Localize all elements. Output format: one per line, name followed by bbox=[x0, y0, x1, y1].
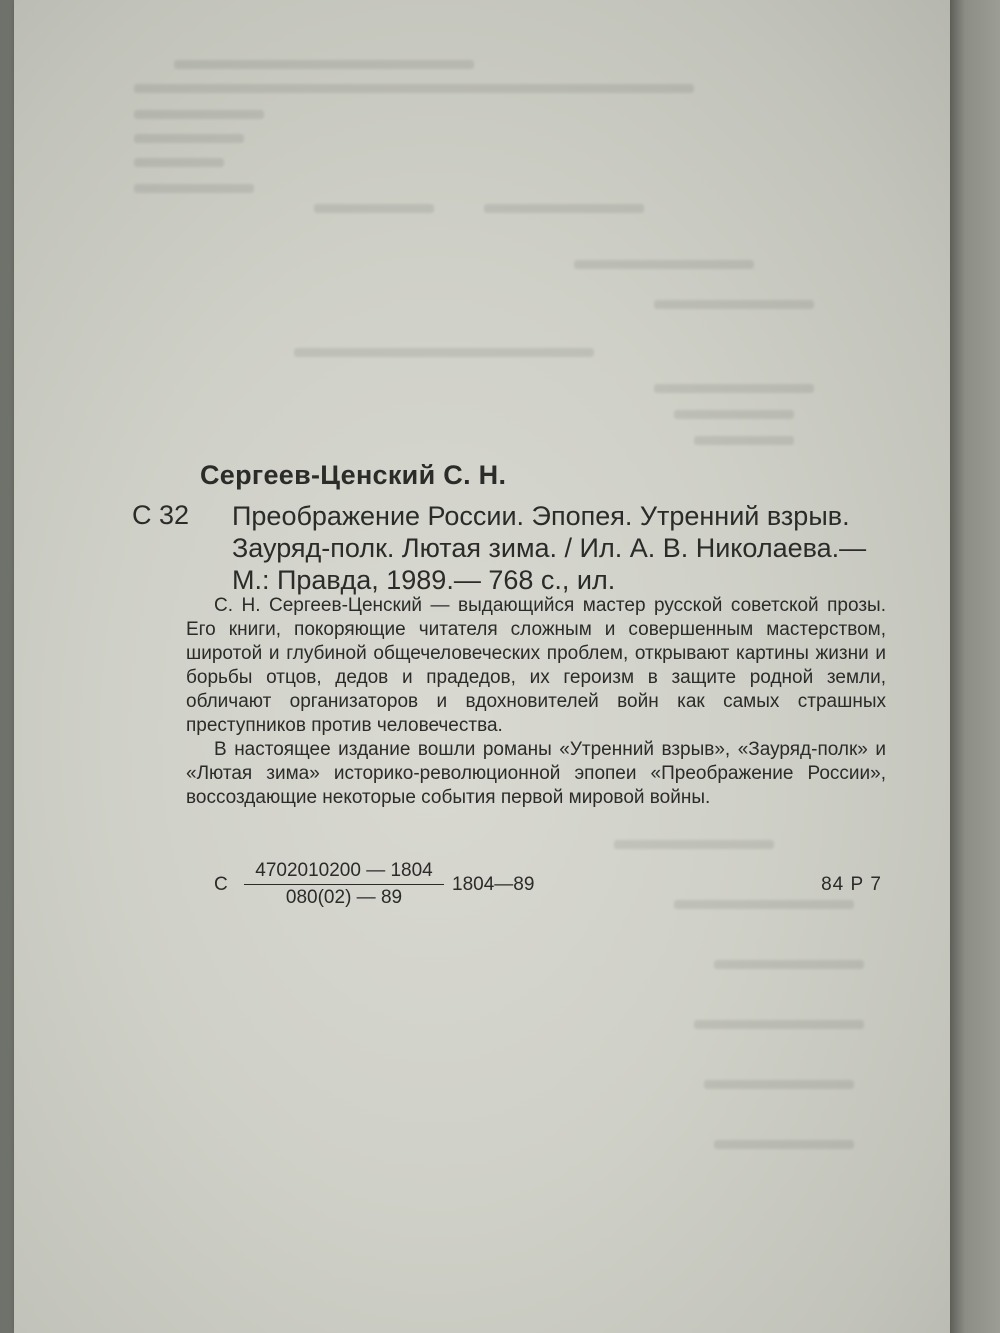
book-page bbox=[14, 0, 950, 1333]
adjacent-page-edge bbox=[950, 0, 1000, 1333]
catalog-code: С 32 bbox=[132, 500, 190, 530]
abstract-paragraph: С. Н. Сергеев-Ценский — выдающийся мастер русской советской прозы. Его книги, покоряющие читателя сложным и совершенным мастерством, широтой и глубиной общечеловеческих проблем, открывают картины жизни и борьбы отцов, дедов и прадедов, их героизм в защите родной земли, обличают организаторов и вдохновителей войн как самых страшных преступников против человечества. bbox=[186, 595, 886, 736]
title-line: Преображение России. Эпопея. Утренний взрыв. bbox=[232, 501, 850, 531]
classification-line bbox=[214, 860, 894, 916]
fraction-numerator: 4702010200 — 1804 bbox=[244, 860, 444, 885]
title-line: Зауряд-полк. Лютая зима. / Ил. А. В. Николаева.— bbox=[232, 533, 867, 563]
abstract bbox=[186, 594, 886, 810]
bbk-index: 84 Р 7 bbox=[821, 874, 882, 895]
fraction-denominator: 080(02) — 89 bbox=[285, 887, 403, 908]
abstract-paragraph: В настоящее издание вошли романы «Утренний взрыв», «Зауряд-полк» и «Лютая зима» историко-революционной эпопеи «Преображение России», воссоздающие некоторые события первой мировой войны. bbox=[186, 739, 886, 808]
classification-code: 1804—89 bbox=[452, 874, 535, 895]
author-heading: Сергеев-Ценский С. Н. bbox=[200, 460, 507, 490]
title-block bbox=[232, 500, 912, 596]
title-line: М.: Правда, 1989.— 768 с., ил. bbox=[232, 565, 616, 595]
classification-fraction bbox=[244, 860, 444, 909]
classification-letter: С bbox=[214, 874, 228, 895]
